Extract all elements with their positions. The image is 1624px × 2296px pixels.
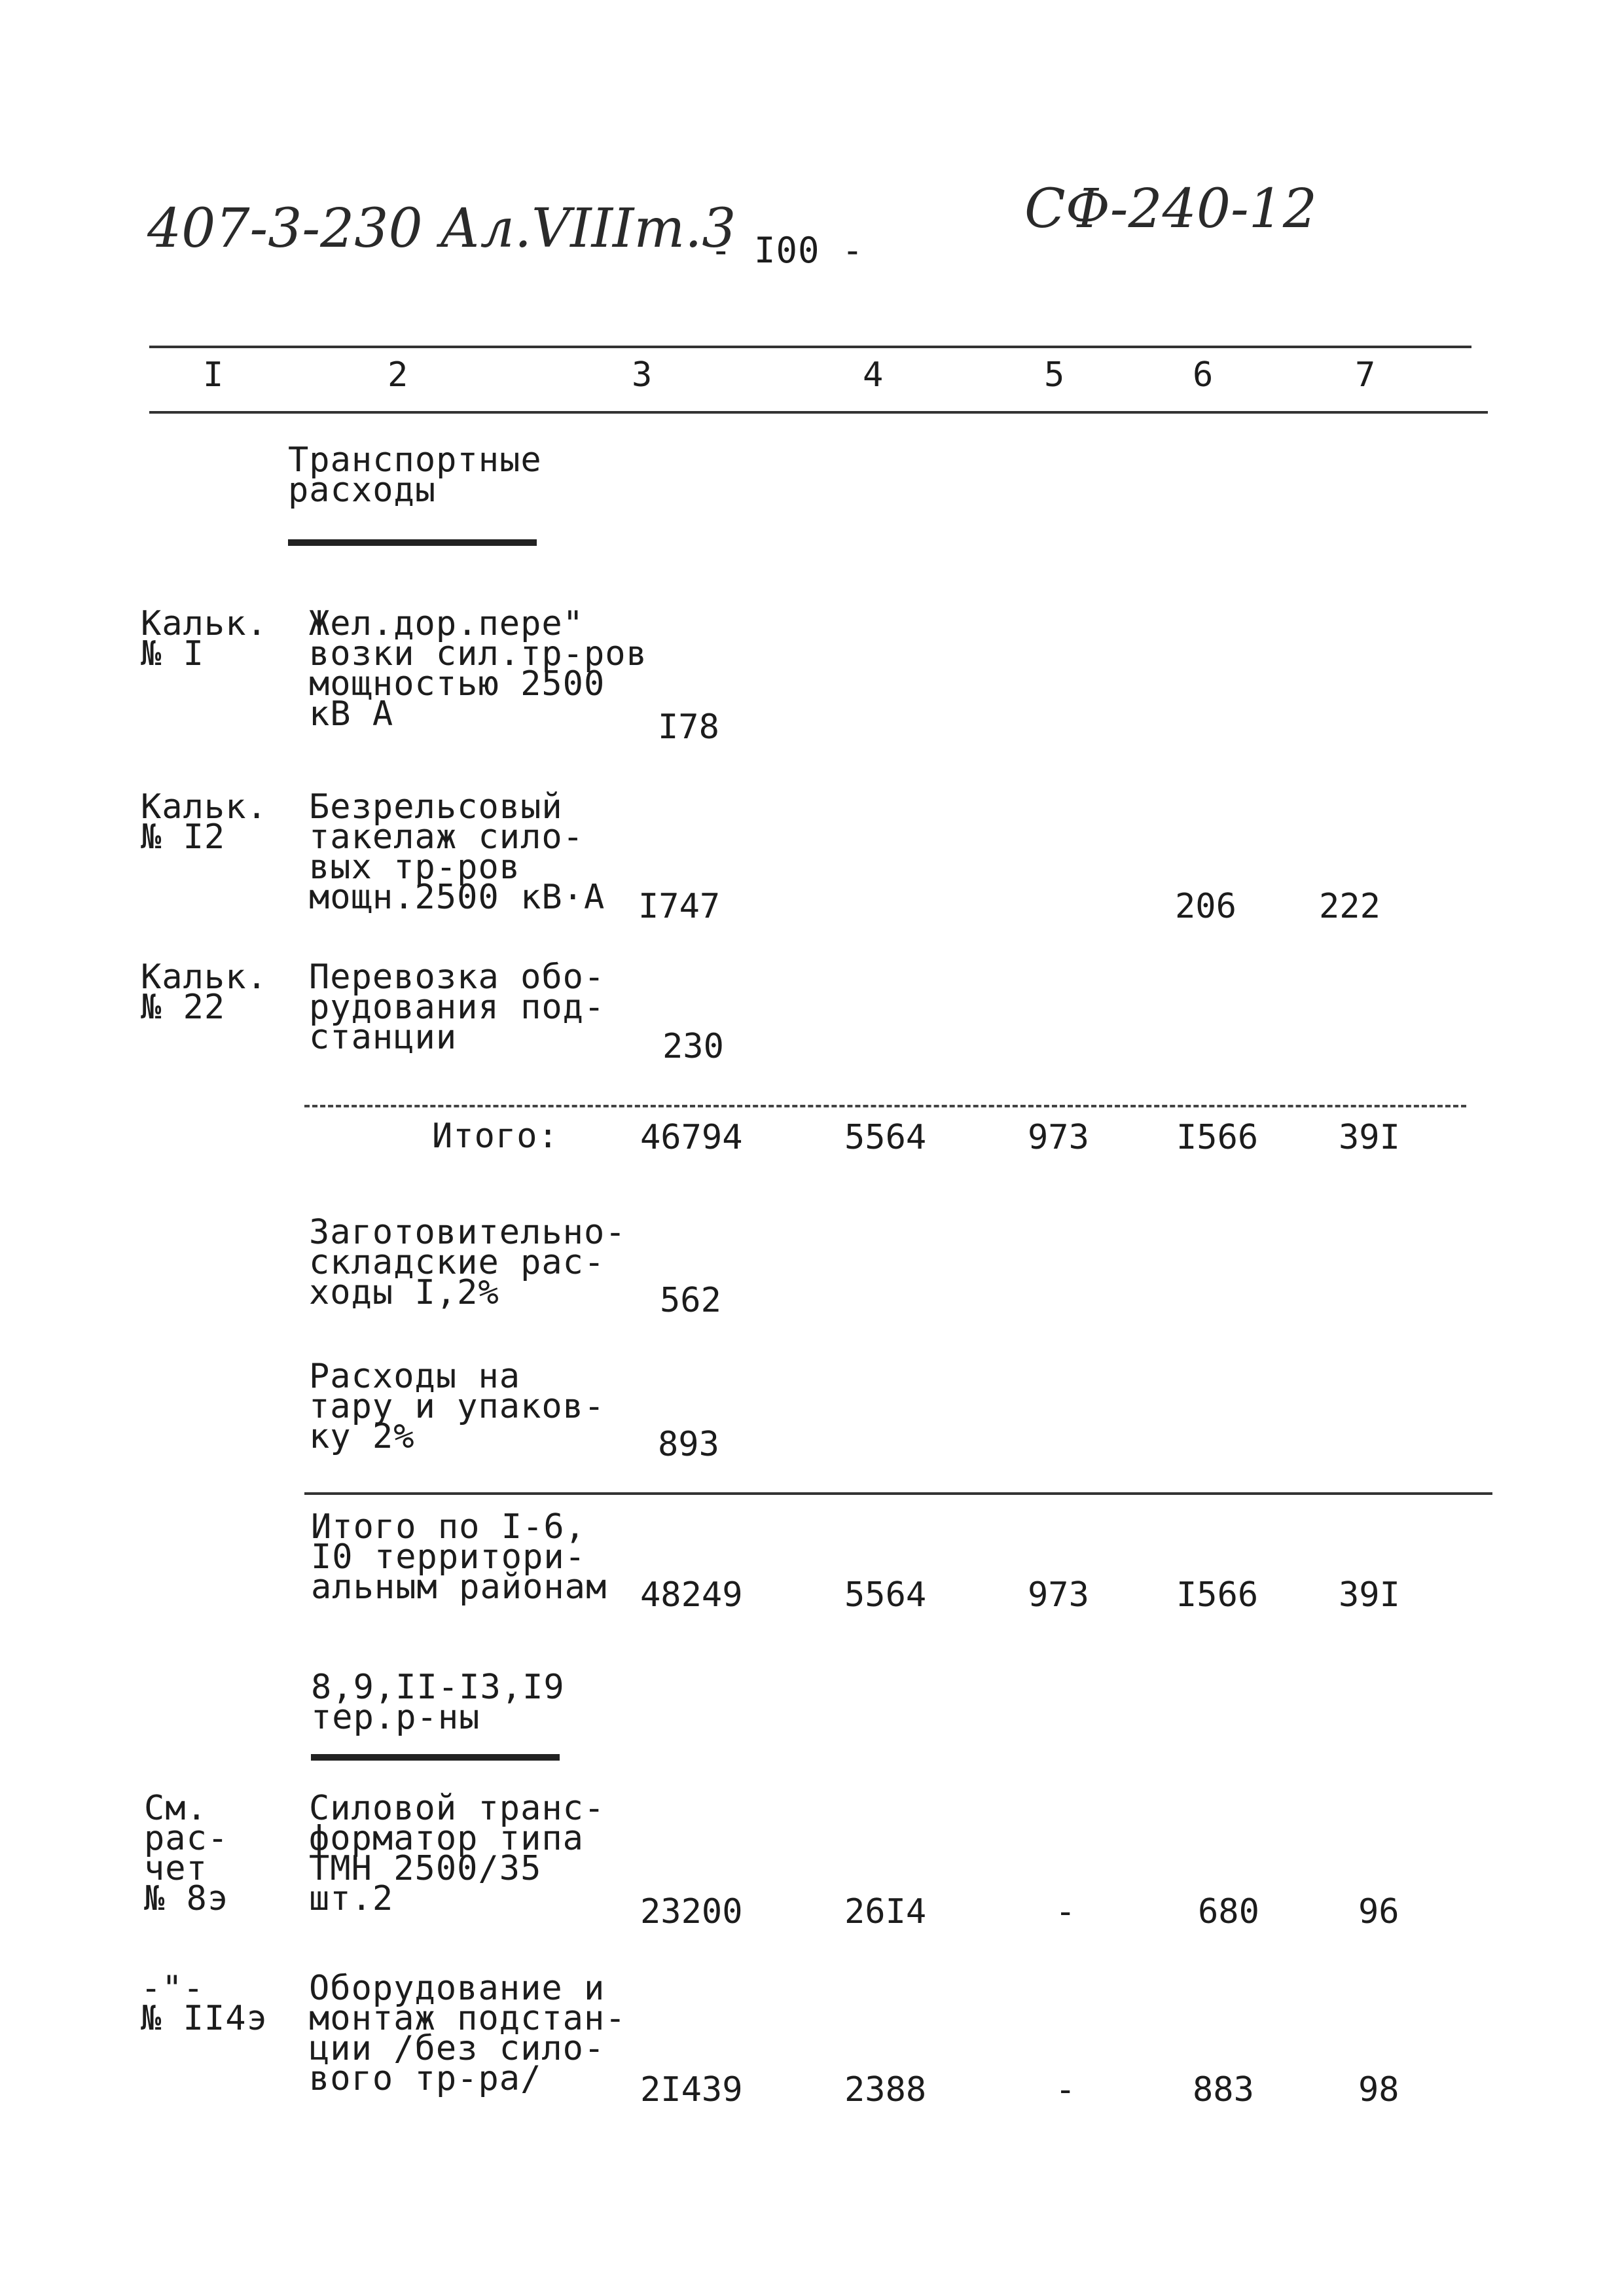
row-reference: Кальк. № I bbox=[141, 604, 268, 673]
series-code: СФ-240-12 bbox=[1024, 178, 1318, 240]
table-header-rule bbox=[149, 411, 1488, 414]
packaging-value: 893 bbox=[658, 1425, 719, 1464]
row-description: Перевозка обо- рудования под- станции bbox=[309, 958, 605, 1057]
section-underline-transport bbox=[288, 539, 537, 546]
row-col4-value: 2388 bbox=[844, 2070, 927, 2109]
row-reference: Кальк. № 22 bbox=[141, 958, 268, 1027]
total-col6: I566 bbox=[1176, 1118, 1259, 1157]
regional-total-rule bbox=[304, 1492, 1492, 1495]
row-col7-value: 98 bbox=[1358, 2070, 1399, 2109]
row-description: Безрельсовый такелаж сило- вых тр-ров мощн.2500 кВ·А bbox=[309, 787, 605, 917]
table-top-rule bbox=[149, 346, 1471, 348]
procurement-storage-description: Заготовительно- складские рас- ходы I,2% bbox=[309, 1213, 626, 1312]
total-label: Итого: bbox=[432, 1117, 559, 1156]
row-col3-value: I78 bbox=[658, 708, 719, 747]
column-header-5: 5 bbox=[1044, 355, 1065, 395]
row-col4-value: 26I4 bbox=[844, 1892, 927, 1931]
column-header-1: I bbox=[203, 355, 224, 395]
section-title-transport: Транспортные расходы bbox=[288, 440, 542, 510]
row-col6-value: 206 bbox=[1175, 887, 1236, 926]
regional-total-label: Итого по I-6, I0 территори- альным районам bbox=[311, 1507, 607, 1607]
packaging-description: Расходы на тару и упаков- ку 2% bbox=[309, 1357, 605, 1456]
total-col3: 46794 bbox=[640, 1118, 743, 1157]
row-col5-value: - bbox=[1055, 2070, 1076, 2109]
document-code: 407-3-230 Ал.VIIIт.3 bbox=[147, 198, 736, 260]
row-col3-value: 2I439 bbox=[640, 2070, 743, 2109]
total-col7: 39I bbox=[1339, 1118, 1400, 1157]
column-header-2: 2 bbox=[388, 355, 408, 395]
total-col4: 5564 bbox=[844, 1118, 927, 1157]
row-description: Оборудование и монтаж подстан- ции /без сило- вого тр-ра/ bbox=[309, 1969, 626, 2098]
row-reference: Кальк. № I2 bbox=[141, 787, 268, 857]
row-col3-value: 23200 bbox=[640, 1892, 743, 1931]
column-header-4: 4 bbox=[863, 355, 884, 395]
total-col5: 973 bbox=[1028, 1118, 1089, 1157]
regional-total-col6: I566 bbox=[1176, 1575, 1259, 1615]
row-col3-value: 230 bbox=[662, 1027, 724, 1066]
regional-total-col4: 5564 bbox=[844, 1575, 927, 1615]
total-rule bbox=[304, 1105, 1466, 1107]
row-description: Жел.дор.пере" возки сил.тр-ров мощностью 2500 кВ А bbox=[309, 604, 647, 734]
row-col7-value: 96 bbox=[1358, 1892, 1399, 1931]
regional-total-col3: 48249 bbox=[640, 1575, 743, 1615]
page-number: - I00 - bbox=[710, 230, 864, 271]
column-header-3: 3 bbox=[632, 355, 653, 395]
column-header-6: 6 bbox=[1193, 355, 1214, 395]
row-col5-value: - bbox=[1055, 1892, 1076, 1931]
regional-total-col5: 973 bbox=[1028, 1575, 1089, 1615]
row-description: Силовой транс- форматор типа ТМН 2500/35 шт.2 bbox=[309, 1789, 605, 1918]
regional-total-col7: 39I bbox=[1339, 1575, 1400, 1615]
row-col7-value: 222 bbox=[1319, 887, 1380, 926]
column-header-7: 7 bbox=[1355, 355, 1376, 395]
row-col3-value: I747 bbox=[638, 887, 721, 926]
row-col6-value: 883 bbox=[1193, 2070, 1254, 2109]
section-underline-regions bbox=[311, 1754, 560, 1761]
row-col6-value: 680 bbox=[1198, 1892, 1259, 1931]
row-reference: -"- № II4э bbox=[141, 1969, 268, 2038]
row-reference: См. рас- чет № 8э bbox=[144, 1789, 229, 1918]
procurement-storage-value: 562 bbox=[660, 1281, 721, 1320]
section-title-regions: 8,9,II-I3,I9 тер.р-ны bbox=[311, 1668, 565, 1737]
